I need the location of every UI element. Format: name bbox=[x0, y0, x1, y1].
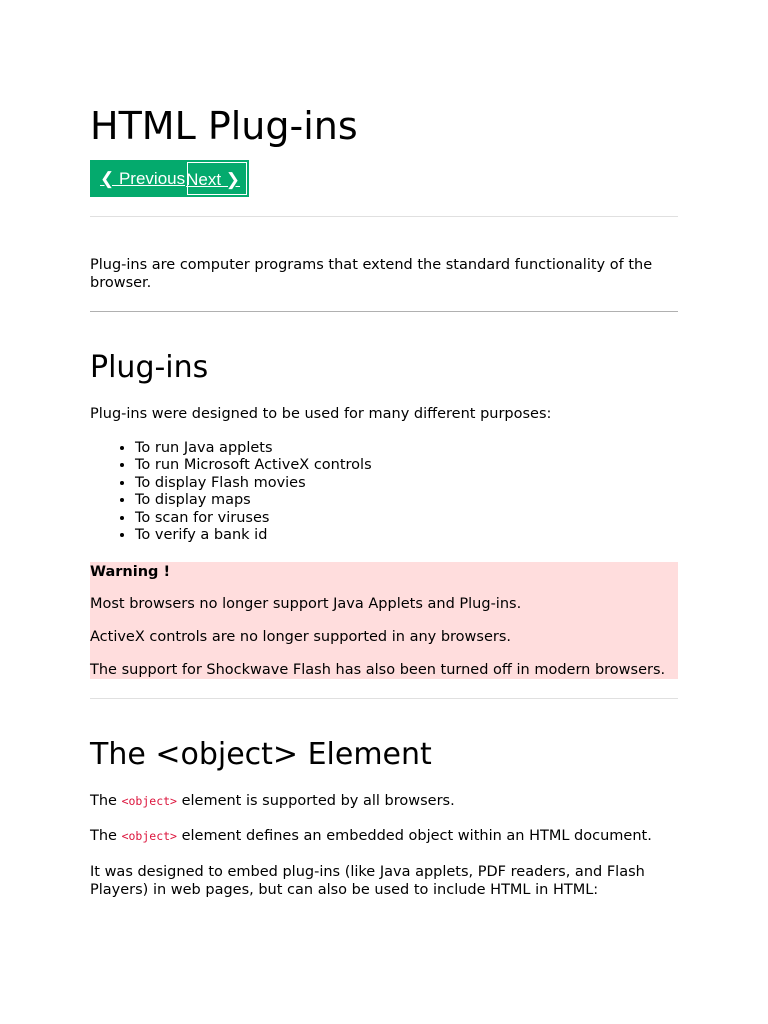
page-title: HTML Plug-ins bbox=[90, 104, 358, 148]
divider bbox=[90, 311, 678, 312]
next-button[interactable]: Next ❯ bbox=[185, 160, 249, 197]
section-heading-plugins: Plug-ins bbox=[90, 350, 209, 385]
warning-line: ActiveX controls are no longer supported in any browsers. bbox=[90, 629, 512, 645]
intro-text: Plug-ins are computer programs that extend the standard functionality of the browser. bbox=[90, 257, 653, 291]
section-heading-object: The <object> Element bbox=[90, 737, 432, 772]
pagination-nav bbox=[90, 160, 249, 197]
object-definition-text bbox=[90, 827, 682, 845]
warning-panel bbox=[90, 562, 678, 679]
text-fragment: The bbox=[90, 828, 122, 844]
object-support-text bbox=[90, 792, 682, 810]
warning-line: The support for Shockwave Flash has also been turned off in modern browsers. bbox=[90, 662, 666, 678]
warning-title: Warning ! bbox=[90, 564, 171, 580]
plugins-lead-text: Plug-ins were designed to be used for many different purposes: bbox=[90, 406, 552, 422]
list-item: • To scan for viruses bbox=[135, 510, 723, 527]
list-item: • To run Java applets bbox=[135, 440, 723, 457]
list-item: • To verify a bank id bbox=[135, 527, 723, 544]
inline-code: <object> bbox=[121, 829, 177, 843]
list-item: • To display maps bbox=[135, 492, 723, 509]
object-purpose-text: It was designed to embed plug-ins (like Java applets, PDF readers, and Flash Players) in web pages, but can also be used to include HTML in HTML: bbox=[90, 864, 645, 898]
warning-line: Most browsers no longer support Java Applets and Plug-ins. bbox=[90, 596, 522, 612]
text-fragment: element defines an embedded object within an HTML document. bbox=[176, 828, 652, 844]
list-item: • To run Microsoft ActiveX controls bbox=[135, 457, 723, 474]
list-item: • To display Flash movies bbox=[135, 475, 723, 492]
divider bbox=[90, 698, 678, 699]
divider bbox=[90, 216, 678, 217]
text-fragment: The bbox=[90, 793, 122, 809]
previous-button[interactable]: ❮ Previous bbox=[90, 160, 185, 197]
inline-code: <object> bbox=[121, 794, 177, 808]
text-fragment: element is supported by all browsers. bbox=[176, 793, 455, 809]
purposes-list bbox=[90, 440, 723, 544]
